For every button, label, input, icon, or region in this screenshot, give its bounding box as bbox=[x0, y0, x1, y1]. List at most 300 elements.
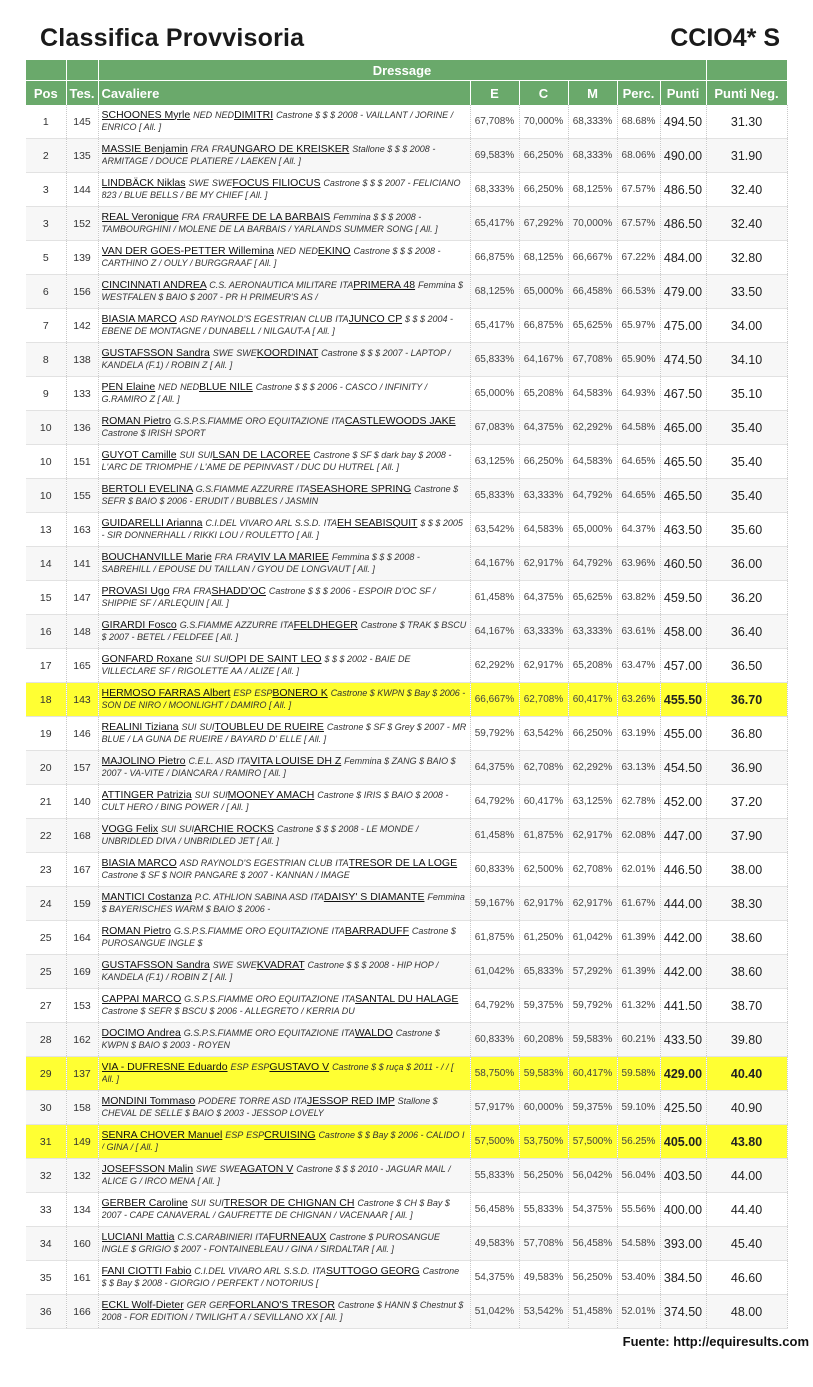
penalty-points-cell: 35.60 bbox=[706, 513, 787, 547]
percentage-cell: 55.56% bbox=[617, 1193, 660, 1227]
score-e-cell: 69,583% bbox=[470, 139, 519, 173]
score-c-cell: 62,917% bbox=[519, 649, 568, 683]
rider-name-link[interactable]: SENRA CHOVER Manuel bbox=[101, 1128, 223, 1141]
column-header-m: M bbox=[568, 81, 617, 106]
score-e-cell: 57,500% bbox=[470, 1125, 519, 1159]
horse-name-link[interactable]: BARRADUFF bbox=[344, 924, 409, 937]
score-m-cell: 62,292% bbox=[568, 751, 617, 785]
horse-name-link[interactable]: UNGARO DE KREISKER bbox=[229, 142, 350, 155]
score-c-cell: 60,208% bbox=[519, 1023, 568, 1057]
penalty-points-cell: 32.80 bbox=[706, 241, 787, 275]
table-row bbox=[26, 1091, 787, 1125]
competitor-cell bbox=[98, 921, 470, 955]
score-m-cell: 57,500% bbox=[568, 1125, 617, 1159]
horse-name-link[interactable]: BONERO K bbox=[272, 686, 328, 699]
competitor-cell bbox=[98, 241, 470, 275]
position-cell: 29 bbox=[26, 1057, 66, 1091]
horse-name-link[interactable]: ARCHIE ROCKS bbox=[193, 822, 274, 835]
rider-name-link[interactable]: GERBER Caroline bbox=[101, 1196, 188, 1209]
rider-club: SWE bbox=[212, 347, 234, 358]
rider-nation: ITA bbox=[280, 619, 294, 630]
score-m-cell: 57,292% bbox=[568, 955, 617, 989]
position-cell: 24 bbox=[26, 887, 66, 921]
position-cell: 30 bbox=[26, 1091, 66, 1125]
score-m-cell: 62,292% bbox=[568, 411, 617, 445]
table-row bbox=[26, 377, 787, 411]
horse-name-link[interactable]: MOONEY AMACH bbox=[227, 788, 315, 801]
percentage-cell: 65.97% bbox=[617, 309, 660, 343]
competitor-cell bbox=[98, 717, 470, 751]
horse-details: Castrone $ SF $ Grey $ 2007 - MR BLUE / LA GUNA DE RUEIRE / BAYARD D' ELLE [ All. ] bbox=[101, 721, 467, 744]
score-e-cell: 54,375% bbox=[470, 1261, 519, 1295]
score-m-cell: 62,708% bbox=[568, 853, 617, 887]
rider-club: ESP bbox=[233, 687, 252, 698]
bib-number-cell: 159 bbox=[66, 887, 98, 921]
rider-name-link[interactable]: SCHOONES Myrle bbox=[101, 108, 191, 121]
bib-number-cell: 161 bbox=[66, 1261, 98, 1295]
score-e-cell: 57,917% bbox=[470, 1091, 519, 1125]
table-row bbox=[26, 1125, 787, 1159]
horse-name-link[interactable]: TRESOR DE CHIGNAN CH bbox=[223, 1196, 355, 1209]
score-m-cell: 51,458% bbox=[568, 1295, 617, 1329]
score-c-cell: 70,000% bbox=[519, 105, 568, 139]
position-cell: 25 bbox=[26, 921, 66, 955]
rider-name-link[interactable]: PROVASI Ugo bbox=[101, 584, 170, 597]
score-m-cell: 63,333% bbox=[568, 615, 617, 649]
column-header-pos: Pos bbox=[26, 81, 66, 106]
horse-name-link[interactable]: BLUE NILE bbox=[199, 380, 253, 393]
percentage-cell: 67.57% bbox=[617, 207, 660, 241]
horse-details: Femmina $ ZANG $ BAIO $ 2007 - VA-VITE / DIANCARA / RAMIRO [ All. ] bbox=[101, 755, 456, 778]
score-m-cell: 59,792% bbox=[568, 989, 617, 1023]
bib-number-cell: 166 bbox=[66, 1295, 98, 1329]
group-spacer bbox=[26, 60, 66, 81]
points-cell: 444.00 bbox=[660, 887, 706, 921]
penalty-points-cell: 48.00 bbox=[706, 1295, 787, 1329]
score-m-cell: 59,583% bbox=[568, 1023, 617, 1057]
penalty-points-cell: 33.50 bbox=[706, 275, 787, 309]
rider-name-link[interactable]: MONDINI Tommaso bbox=[101, 1094, 196, 1107]
position-cell: 33 bbox=[26, 1193, 66, 1227]
percentage-cell: 56.04% bbox=[617, 1159, 660, 1193]
score-c-cell: 55,833% bbox=[519, 1193, 568, 1227]
score-m-cell: 68,333% bbox=[568, 139, 617, 173]
percentage-cell: 67.57% bbox=[617, 173, 660, 207]
table-row bbox=[26, 785, 787, 819]
bib-number-cell: 148 bbox=[66, 615, 98, 649]
horse-name-link[interactable]: KOORDINAT bbox=[256, 346, 319, 359]
table-row bbox=[26, 989, 787, 1023]
rider-name-link[interactable]: GONFARD Roxane bbox=[101, 652, 193, 665]
rider-name-link[interactable]: ECKL Wolf-Dieter bbox=[101, 1298, 184, 1311]
horse-name-link[interactable]: FELDHEGER bbox=[293, 618, 358, 631]
horse-details: Castrone $ $ ruça $ 2011 - / / [ All. ] bbox=[101, 1061, 454, 1084]
horse-details: $ $ $ 2005 - SIR DONNERHALL / RIKKI LOU / ROULETTO [ All. ] bbox=[101, 517, 463, 540]
position-cell: 1 bbox=[26, 105, 66, 139]
group-spacer bbox=[66, 60, 98, 81]
position-cell: 25 bbox=[26, 955, 66, 989]
horse-details: Castrone $ $ $ 2008 - LE MONDE / UNBRIDLED DIVA / UNBRIDLED JET [ All. ] bbox=[101, 823, 419, 846]
score-e-cell: 58,750% bbox=[470, 1057, 519, 1091]
position-cell: 2 bbox=[26, 139, 66, 173]
rider-name-link[interactable]: DOCIMO Andrea bbox=[101, 1026, 181, 1039]
rider-name-link[interactable]: REALINI Tiziana bbox=[101, 720, 179, 733]
horse-name-link[interactable]: FOCUS FILIOCUS bbox=[232, 176, 321, 189]
rider-name-link[interactable]: HERMOSO FARRAS Albert bbox=[101, 686, 231, 699]
score-m-cell: 63,125% bbox=[568, 785, 617, 819]
rider-club: C.E.L. ASD bbox=[188, 755, 235, 766]
score-e-cell: 64,167% bbox=[470, 547, 519, 581]
rider-nation: ITA bbox=[255, 1231, 269, 1242]
score-e-cell: 67,083% bbox=[470, 411, 519, 445]
competitor-cell bbox=[98, 309, 470, 343]
score-e-cell: 64,792% bbox=[470, 785, 519, 819]
penalty-points-cell: 37.20 bbox=[706, 785, 787, 819]
percentage-cell: 64.93% bbox=[617, 377, 660, 411]
horse-name-link[interactable]: URFE DE LA BARBAIS bbox=[220, 210, 331, 223]
score-c-cell: 57,708% bbox=[519, 1227, 568, 1261]
score-e-cell: 56,458% bbox=[470, 1193, 519, 1227]
rider-club: NED bbox=[193, 109, 213, 120]
horse-name-link[interactable]: KVADRAT bbox=[256, 958, 305, 971]
points-cell: 460.50 bbox=[660, 547, 706, 581]
score-c-cell: 66,250% bbox=[519, 139, 568, 173]
table-row bbox=[26, 1159, 787, 1193]
column-header-c: C bbox=[519, 81, 568, 106]
bib-number-cell: 133 bbox=[66, 377, 98, 411]
table-row bbox=[26, 751, 787, 785]
horse-name-link[interactable]: JESSOP RED IMP bbox=[306, 1094, 395, 1107]
horse-details: Stallone $ CHEVAL DE SELLE $ BAIO $ 2003 - JESSOP LOVELY bbox=[101, 1095, 438, 1118]
table-row bbox=[26, 1057, 787, 1091]
dressage-group-header: Dressage bbox=[98, 60, 706, 81]
position-cell: 35 bbox=[26, 1261, 66, 1295]
rider-club: C.I.DEL VIVARO ARL S.S.D. bbox=[194, 1265, 310, 1276]
rider-name-link[interactable]: BOUCHANVILLE Marie bbox=[101, 550, 212, 563]
percentage-cell: 59.10% bbox=[617, 1091, 660, 1125]
score-c-cell: 62,708% bbox=[519, 751, 568, 785]
horse-name-link[interactable]: SUTTOGO GEORG bbox=[325, 1264, 420, 1277]
percentage-cell: 64.65% bbox=[617, 445, 660, 479]
rider-club: ASD RAYNOLD'S EGESTRIAN CLUB bbox=[179, 857, 333, 868]
horse-details: Castrone $ HANN $ Chestnut $ 2008 - FOR EDITION / TWILIGHT A / SEVILLANO XX [ All. ] bbox=[101, 1299, 464, 1322]
position-cell: 6 bbox=[26, 275, 66, 309]
score-c-cell: 65,208% bbox=[519, 377, 568, 411]
bib-number-cell: 165 bbox=[66, 649, 98, 683]
penalty-points-cell: 35.40 bbox=[706, 479, 787, 513]
score-m-cell: 64,583% bbox=[568, 377, 617, 411]
points-cell: 442.00 bbox=[660, 955, 706, 989]
rider-nation: NED bbox=[298, 245, 318, 256]
horse-name-link[interactable]: VIV LA MARIEE bbox=[253, 550, 329, 563]
rider-name-link[interactable]: PEN Elaine bbox=[101, 380, 156, 393]
competitor-cell bbox=[98, 377, 470, 411]
percentage-cell: 63.96% bbox=[617, 547, 660, 581]
rider-name-link[interactable]: GUIDARELLI Arianna bbox=[101, 516, 203, 529]
horse-name-link[interactable]: SANTAL DU HALAGE bbox=[355, 992, 459, 1005]
horse-name-link[interactable]: JUNCO CP bbox=[348, 312, 403, 325]
penalty-points-cell: 31.30 bbox=[706, 105, 787, 139]
horse-name-link[interactable]: EH SEABISQUIT bbox=[337, 516, 418, 529]
points-cell: 458.00 bbox=[660, 615, 706, 649]
competitor-cell bbox=[98, 887, 470, 921]
rider-name-link[interactable]: GIRARDI Fosco bbox=[101, 618, 177, 631]
percentage-cell: 63.82% bbox=[617, 581, 660, 615]
rider-nation: ITA bbox=[310, 891, 324, 902]
rider-name-link[interactable]: CAPPAI MARCO bbox=[101, 992, 182, 1005]
rider-name-link[interactable]: GUSTAFSSON Sandra bbox=[101, 346, 210, 359]
rider-name-link[interactable]: VAN DER GOES-PETTER Willemina bbox=[101, 244, 274, 257]
percentage-cell: 63.47% bbox=[617, 649, 660, 683]
competitor-cell bbox=[98, 173, 470, 207]
rider-name-link[interactable]: VIA - DUFRESNE Eduardo bbox=[101, 1060, 228, 1073]
score-e-cell: 51,042% bbox=[470, 1295, 519, 1329]
horse-name-link[interactable]: GUSTAVO V bbox=[269, 1060, 330, 1073]
rider-nation: ITA bbox=[341, 993, 356, 1004]
table-row bbox=[26, 479, 787, 513]
table-row bbox=[26, 1227, 787, 1261]
table-row bbox=[26, 649, 787, 683]
horse-name-link[interactable]: PRIMERA 48 bbox=[353, 278, 416, 291]
points-cell: 459.50 bbox=[660, 581, 706, 615]
bib-number-cell: 156 bbox=[66, 275, 98, 309]
percentage-cell: 63.13% bbox=[617, 751, 660, 785]
rider-name-link[interactable]: ROMAN Pietro bbox=[101, 924, 171, 937]
rider-nation: ITA bbox=[293, 1095, 307, 1106]
score-e-cell: 60,833% bbox=[470, 1023, 519, 1057]
rider-club: NED bbox=[158, 381, 178, 392]
score-c-cell: 68,125% bbox=[519, 241, 568, 275]
competitor-cell bbox=[98, 1057, 470, 1091]
bib-number-cell: 137 bbox=[66, 1057, 98, 1091]
bib-number-cell: 142 bbox=[66, 309, 98, 343]
score-e-cell: 65,833% bbox=[470, 479, 519, 513]
competitor-cell bbox=[98, 819, 470, 853]
percentage-cell: 53.40% bbox=[617, 1261, 660, 1295]
table-row bbox=[26, 139, 787, 173]
competitor-cell bbox=[98, 139, 470, 173]
competitor-cell bbox=[98, 411, 470, 445]
horse-name-link[interactable]: DIMITRI bbox=[234, 108, 274, 121]
score-c-cell: 63,542% bbox=[519, 717, 568, 751]
horse-details: Castrone $ $ $ 2010 - JAGUAR MAIL / ALICE G / IRCO MENA [ All. ] bbox=[101, 1163, 451, 1186]
rider-nation: ITA bbox=[341, 1027, 355, 1038]
penalty-points-cell: 39.80 bbox=[706, 1023, 787, 1057]
points-cell: 405.00 bbox=[660, 1125, 706, 1159]
horse-name-link[interactable]: FURNEAUX bbox=[268, 1230, 327, 1243]
penalty-points-cell: 36.20 bbox=[706, 581, 787, 615]
penalty-points-cell: 35.40 bbox=[706, 445, 787, 479]
score-c-cell: 64,167% bbox=[519, 343, 568, 377]
horse-details: Castrone $ KWPN $ Bay $ 2006 - SON DE NIRO / MOONLIGHT / DAMIRO [ All. ] bbox=[101, 687, 466, 710]
rider-name-link[interactable]: LUCIANI Mattia bbox=[101, 1230, 175, 1243]
rider-club: G.S.P.S.FIAMME ORO EQUITAZIONE bbox=[183, 1027, 339, 1038]
horse-name-link[interactable]: CRUISING bbox=[264, 1128, 316, 1141]
horse-name-link[interactable]: WALDO bbox=[354, 1026, 393, 1039]
rider-name-link[interactable]: BIASIA MARCO bbox=[101, 312, 177, 325]
rider-nation: ESP bbox=[246, 1129, 265, 1140]
score-e-cell: 61,875% bbox=[470, 921, 519, 955]
rider-name-link[interactable]: GUSTAFSSON Sandra bbox=[101, 958, 210, 971]
table-row bbox=[26, 343, 787, 377]
score-e-cell: 62,292% bbox=[470, 649, 519, 683]
position-cell: 28 bbox=[26, 1023, 66, 1057]
source-credit: Fuente: http://equiresults.com bbox=[622, 1334, 809, 1349]
horse-name-link[interactable]: EKINO bbox=[317, 244, 351, 257]
bib-number-cell: 141 bbox=[66, 547, 98, 581]
score-m-cell: 64,792% bbox=[568, 547, 617, 581]
horse-name-link[interactable]: FORLANO'S TRESOR bbox=[228, 1298, 335, 1311]
column-header-punti-neg: Punti Neg. bbox=[706, 81, 787, 106]
score-m-cell: 62,917% bbox=[568, 887, 617, 921]
rider-name-link[interactable]: MANTICI Costanza bbox=[101, 890, 192, 903]
percentage-cell: 52.01% bbox=[617, 1295, 660, 1329]
column-header-tes: Tes. bbox=[66, 81, 98, 106]
rider-nation: NED bbox=[215, 109, 235, 120]
table-row bbox=[26, 717, 787, 751]
rider-club: SWE bbox=[212, 959, 234, 970]
competitor-cell bbox=[98, 1261, 470, 1295]
score-c-cell: 53,542% bbox=[519, 1295, 568, 1329]
rider-club: SUI bbox=[161, 823, 177, 834]
score-c-cell: 59,583% bbox=[519, 1057, 568, 1091]
bib-number-cell: 140 bbox=[66, 785, 98, 819]
points-cell: 465.00 bbox=[660, 411, 706, 445]
bib-number-cell: 169 bbox=[66, 955, 98, 989]
rider-name-link[interactable]: REAL Veronique bbox=[101, 210, 179, 223]
position-cell: 21 bbox=[26, 785, 66, 819]
horse-name-link[interactable]: SHADD'OC bbox=[211, 584, 266, 597]
penalty-points-cell: 35.10 bbox=[706, 377, 787, 411]
rider-name-link[interactable]: JOSEFSSON Malin bbox=[101, 1162, 194, 1175]
rider-name-link[interactable]: BIASIA MARCO bbox=[101, 856, 177, 869]
bib-number-cell: 163 bbox=[66, 513, 98, 547]
score-c-cell: 66,875% bbox=[519, 309, 568, 343]
position-cell: 17 bbox=[26, 649, 66, 683]
score-m-cell: 64,792% bbox=[568, 479, 617, 513]
score-e-cell: 65,417% bbox=[470, 309, 519, 343]
penalty-points-cell: 46.60 bbox=[706, 1261, 787, 1295]
bib-number-cell: 158 bbox=[66, 1091, 98, 1125]
horse-name-link[interactable]: LSAN DE LACOREE bbox=[212, 448, 311, 461]
percentage-cell: 61.67% bbox=[617, 887, 660, 921]
results-body bbox=[26, 105, 787, 1329]
percentage-cell: 65.90% bbox=[617, 343, 660, 377]
rider-club: SUI bbox=[179, 449, 195, 460]
horse-name-link[interactable]: DAISY' S DIAMANTE bbox=[323, 890, 425, 903]
table-row bbox=[26, 955, 787, 989]
rider-name-link[interactable]: ATTINGER Patrizia bbox=[101, 788, 192, 801]
rider-name-link[interactable]: BERTOLI EVELINA bbox=[101, 482, 193, 495]
event-class: CCIO4* S bbox=[670, 24, 780, 52]
penalty-points-cell: 36.00 bbox=[706, 547, 787, 581]
rider-club: SUI bbox=[195, 653, 211, 664]
rider-name-link[interactable]: VOGG Felix bbox=[101, 822, 159, 835]
horse-details: Femmina $ $ $ 2008 - SABREHILL / EPOUSE DU TAILLAN / GYOU DE LONGVAUT [ All. ] bbox=[101, 551, 420, 574]
score-c-cell: 63,333% bbox=[519, 479, 568, 513]
horse-details: Castrone $ $ $ 2006 - CASCO / INFINITY / G.RAMIRO Z [ All. ] bbox=[101, 381, 428, 404]
horse-details: Castrone $ PUROSANGUE INGLE $ bbox=[101, 925, 456, 948]
competitor-cell bbox=[98, 1193, 470, 1227]
bib-number-cell: 145 bbox=[66, 105, 98, 139]
rider-club: FRA bbox=[181, 211, 200, 222]
rider-name-link[interactable]: CINCINNATI ANDREA bbox=[101, 278, 207, 291]
penalty-points-cell: 45.40 bbox=[706, 1227, 787, 1261]
score-m-cell: 68,125% bbox=[568, 173, 617, 207]
points-cell: 447.00 bbox=[660, 819, 706, 853]
table-row bbox=[26, 683, 787, 717]
horse-details: Castrone $ $ $ 2008 - VAILLANT / JORINE / ENRICO [ All. ] bbox=[101, 109, 454, 132]
score-c-cell: 65,000% bbox=[519, 275, 568, 309]
horse-name-link[interactable]: TRESOR DE LA LOGE bbox=[348, 856, 458, 869]
competitor-cell bbox=[98, 581, 470, 615]
rider-club: SWE bbox=[188, 177, 209, 188]
score-m-cell: 60,417% bbox=[568, 1057, 617, 1091]
rider-club: FRA bbox=[172, 585, 191, 596]
score-c-cell: 66,250% bbox=[519, 173, 568, 207]
horse-name-link[interactable]: CASTLEWOODS JAKE bbox=[344, 414, 456, 427]
penalty-points-cell: 40.90 bbox=[706, 1091, 787, 1125]
rider-club: G.S.P.S.FIAMME ORO EQUITAZIONE bbox=[173, 925, 329, 936]
competitor-cell bbox=[98, 1091, 470, 1125]
points-cell: 454.50 bbox=[660, 751, 706, 785]
rider-name-link[interactable]: GUYOT Camille bbox=[101, 448, 177, 461]
horse-name-link[interactable]: AGATON V bbox=[239, 1162, 294, 1175]
points-cell: 486.50 bbox=[660, 207, 706, 241]
penalty-points-cell: 32.40 bbox=[706, 173, 787, 207]
rider-name-link[interactable]: MASSIE Benjamin bbox=[101, 142, 188, 155]
score-c-cell: 60,417% bbox=[519, 785, 568, 819]
score-c-cell: 49,583% bbox=[519, 1261, 568, 1295]
rider-name-link[interactable]: MAJOLINO Pietro bbox=[101, 754, 186, 767]
position-cell: 32 bbox=[26, 1159, 66, 1193]
score-c-cell: 53,750% bbox=[519, 1125, 568, 1159]
rider-nation: ITA bbox=[339, 279, 354, 290]
rider-name-link[interactable]: LINDBÄCK Niklas bbox=[101, 176, 186, 189]
score-m-cell: 70,000% bbox=[568, 207, 617, 241]
horse-name-link[interactable]: VITA LOUISE DH Z bbox=[250, 754, 342, 767]
percentage-cell: 63.61% bbox=[617, 615, 660, 649]
table-row bbox=[26, 547, 787, 581]
score-m-cell: 56,250% bbox=[568, 1261, 617, 1295]
bib-number-cell: 164 bbox=[66, 921, 98, 955]
horse-details: Castrone $ SEFR $ BAIO $ 2006 - ERUDIT / BUBBLES / JASMIN bbox=[101, 483, 459, 506]
position-cell: 9 bbox=[26, 377, 66, 411]
penalty-points-cell: 35.40 bbox=[706, 411, 787, 445]
score-m-cell: 54,375% bbox=[568, 1193, 617, 1227]
horse-name-link[interactable]: SEASHORE SPRING bbox=[309, 482, 412, 495]
rider-name-link[interactable]: ROMAN Pietro bbox=[101, 414, 171, 427]
score-m-cell: 67,708% bbox=[568, 343, 617, 377]
score-m-cell: 68,333% bbox=[568, 105, 617, 139]
percentage-cell: 64.65% bbox=[617, 479, 660, 513]
rider-nation: SWE bbox=[219, 1163, 240, 1174]
position-cell: 15 bbox=[26, 581, 66, 615]
penalty-points-cell: 36.70 bbox=[706, 683, 787, 717]
horse-name-link[interactable]: OPI DE SAINT LEO bbox=[228, 652, 322, 665]
position-cell: 3 bbox=[26, 173, 66, 207]
rider-nation: GER bbox=[209, 1299, 229, 1310]
points-cell: 442.00 bbox=[660, 921, 706, 955]
rider-name-link[interactable]: FANI CIOTTI Fabio bbox=[101, 1264, 192, 1277]
rider-nation: ITA bbox=[335, 857, 349, 868]
rider-club: SUI bbox=[194, 789, 210, 800]
table-row bbox=[26, 853, 787, 887]
horse-name-link[interactable]: TOUBLEU DE RUEIRE bbox=[214, 720, 324, 733]
page-header bbox=[40, 24, 784, 58]
score-e-cell: 59,167% bbox=[470, 887, 519, 921]
rider-club: SUI bbox=[181, 721, 197, 732]
